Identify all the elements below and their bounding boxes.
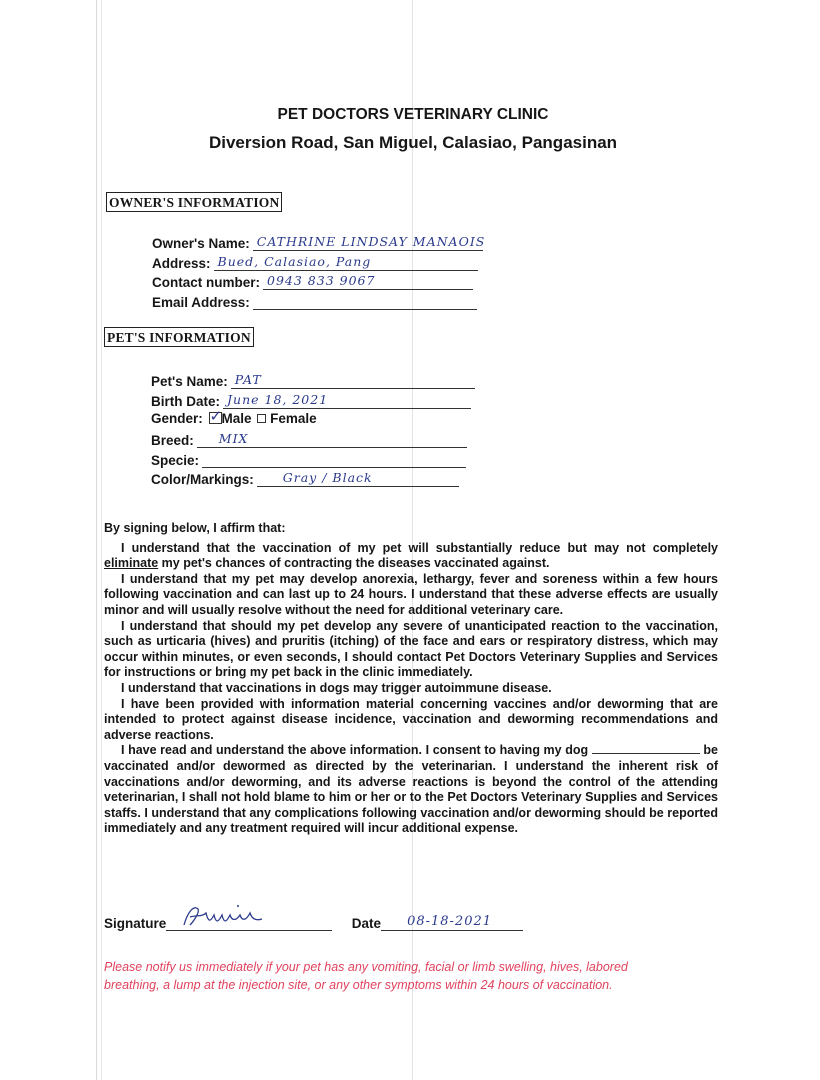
consent-paragraph: I have read and understand the above information. I consent to having my dog be vaccinated and/or dewormed as directed by the veterinarian. I understand the inherent risk of vaccinations and/or deworming, and its adverse reactions is beyond the control of the attending veterinarian, I shall not hold blame to him or her or to the Pet Doctors Veterinary Supplies and Services staffs. I understand that any complications following vaccination and/or deworming should be reported immediately and any treatment required will incur additional expense. [104,743,718,836]
pet-breed-field[interactable] [151,429,467,447]
date-field[interactable] [381,910,523,931]
pet-gender-field [151,408,317,426]
owner-name-value: CATHRINE LINDSAY MANAOIS [256,234,486,249]
date-label: Date [351,916,382,931]
signature-row [104,910,523,931]
pet-breed-value: MIX [218,431,249,446]
owner-email-label: Email Address: [152,295,250,310]
gender-male-option: Male [221,411,252,426]
pet-name-field[interactable] [151,370,475,388]
signature-label: Signature [104,916,167,931]
pet-specie-field[interactable] [151,449,466,467]
pet-birthdate-value: June 18, 2021 [227,392,329,407]
owner-contact-label: Contact number: [152,275,260,290]
consent-paragraph: I understand that my pet may develop anorexia, lethargy, fever and soreness within a few hours following vaccination and can last up to 24 hours. I understand that these adverse effects are usually minor and will usually resolve without the need for additional veterinary care. [104,571,718,617]
pet-section-heading: PET'S INFORMATION [104,327,254,347]
pet-birthdate-label: Birth Date: [151,394,221,409]
consent-lead: By signing below, I affirm that: [104,521,286,535]
pet-breed-label: Breed: [151,433,194,448]
owner-contact-value: 0943 833 9067 [267,273,376,288]
consent-paragraph: I understand that vaccinations in dogs may trigger autoimmune disease. [121,680,552,695]
owner-name-label: Owner's Name: [152,236,250,251]
consent-paragraph: I understand that the vaccination of my pet will substantially reduce but may not completely eliminate my pet's chances of contracting the diseases vaccinated against. [104,540,718,571]
signature-field[interactable] [166,910,332,931]
date-value: 08-18-2021 [407,914,493,929]
consent-paragraph: I understand that should my pet develop any severe of unanticipated reaction to the vaccination, such as urticaria (hives) and pruritis (itching) of the face and ears or respiratory distress, which may occur within minutes, or even seconds, I should contact Pet Doctors Veterinary Supplies and Services for instructions or bring my pet back in the clinic immediately. [104,618,718,680]
underlined-term: eliminate [104,556,159,571]
pet-color-label: Color/Markings: [151,472,254,487]
owner-name-field[interactable] [152,232,486,251]
consent-statement [104,521,718,837]
clinic-address: Diversion Road, San Miguel, Calasiao, Pangasinan [208,133,618,152]
clinic-name: PET DOCTORS VETERINARY CLINIC [277,106,549,123]
owner-address-value: Bued, Calasiao, Pang [217,254,372,269]
pet-name-label: Pet's Name: [151,374,228,389]
owner-address-label: Address: [152,256,211,271]
handwritten-signature [180,903,270,929]
dog-name-blank[interactable] [592,743,700,754]
consent-paragraph: I have been provided with information material concerning vaccines and/or deworming that are intended to protect against disease incidence, vaccination and deworming recommendations and adverse reactions. [104,696,718,742]
scan-line [96,0,97,1080]
owner-contact-field[interactable] [152,271,473,289]
pet-specie-label: Specie: [151,453,200,468]
pet-birthdate-field[interactable] [151,390,471,408]
gender-female-checkbox[interactable] [257,414,266,423]
pet-gender-label: Gender: [151,411,203,426]
owner-section-heading: OWNER'S INFORMATION [106,192,282,212]
pet-color-field[interactable] [151,468,459,486]
scan-line [101,0,102,1080]
owner-address-field[interactable] [152,252,478,270]
owner-email-field[interactable] [152,291,477,309]
post-vaccination-notice: Please notify us immediately if your pet has any vomiting, facial or limb swelling, hives, labored breathing, a lump at the injection site, or any other symptoms within 24 hours of vaccination. [104,960,628,992]
pet-name-value: PAT [234,372,262,387]
pet-color-value: Gray / Black [282,470,373,485]
gender-female-option: Female [270,411,317,426]
gender-male-checkbox[interactable]: ✓ [209,408,223,425]
